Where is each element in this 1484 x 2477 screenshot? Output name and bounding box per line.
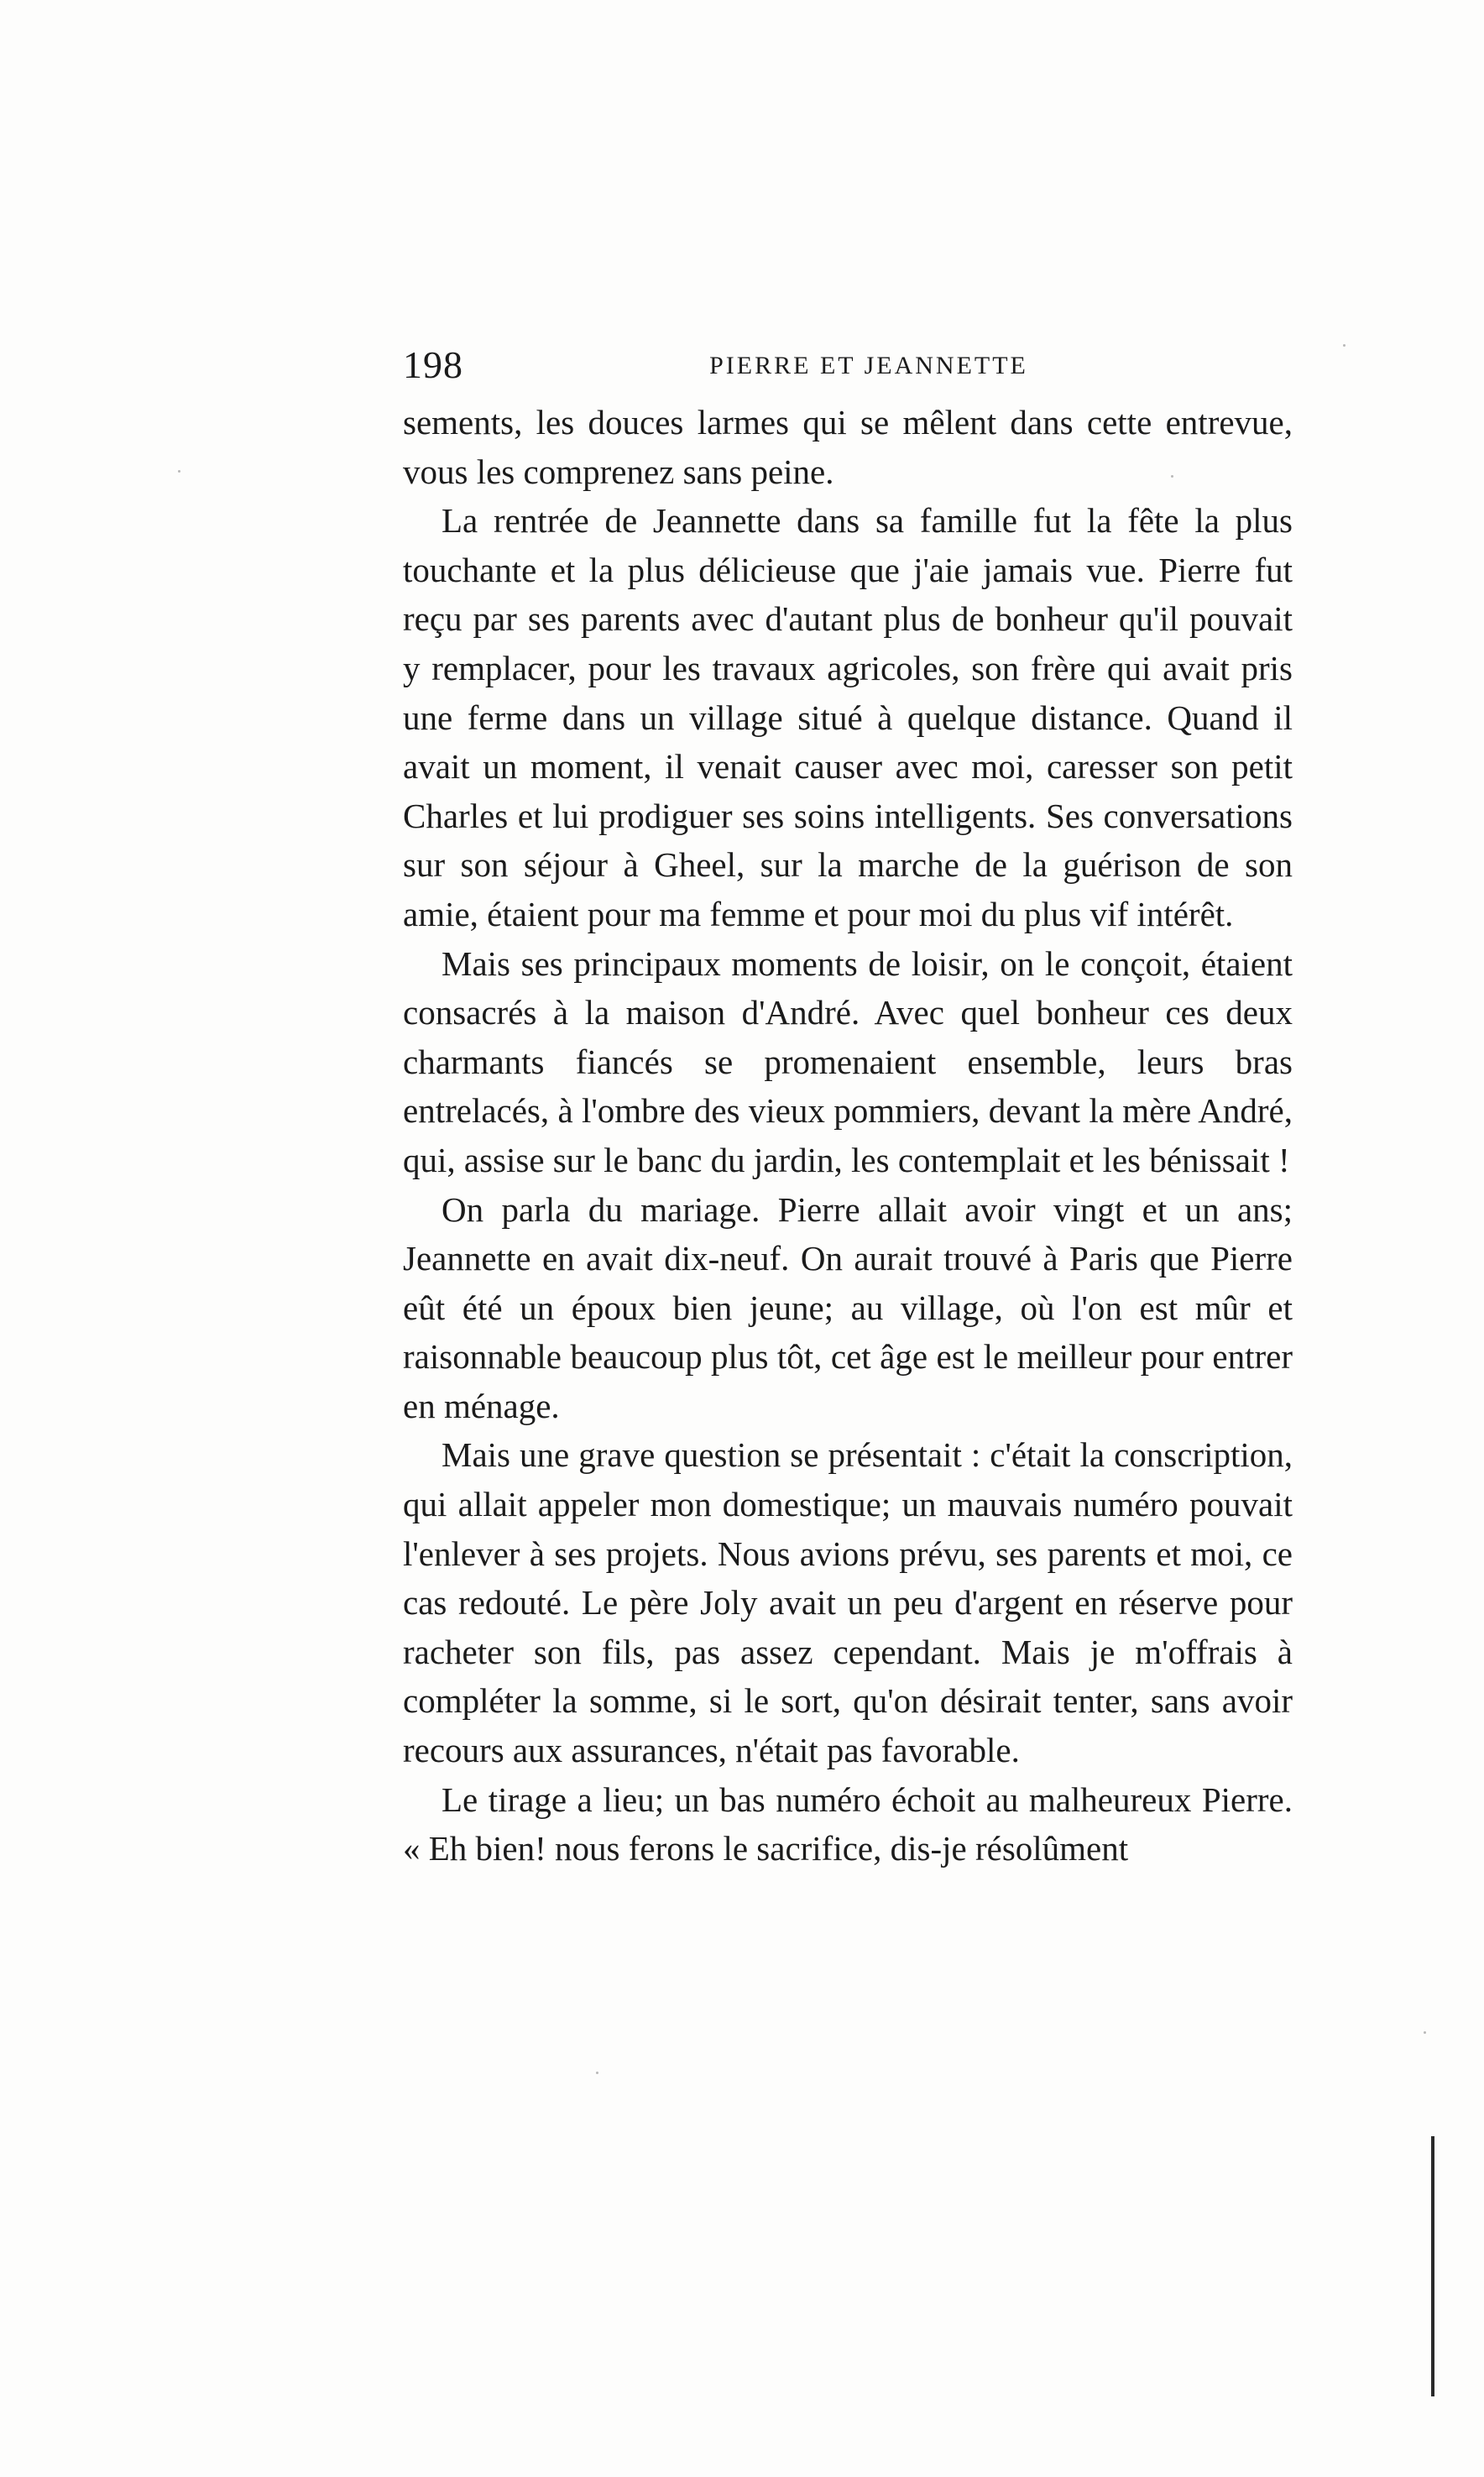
paper-speck [1171,475,1173,478]
paragraph-conscription: Mais une grave question se présentait : c'était la conscription, qui allait appeler mon domestique; un mauvais numéro pouvait l'enlever à ses projets. Nous avions prévu, ses parents et moi, ce cas redouté. Le père Joly avait un peu d'argent en réserve pour racheter son fils, pas assez cependant. Mais je m'offrais à compléter la somme, si le sort, qu'on désirait tenter, sans avoir recours aux assurances, n'était pas favorable. [403,1435,1293,1770]
paper-speck [1343,344,1346,347]
running-head [403,336,1293,395]
paragraph-continued: sements, les douces larmes qui se mêlent dans cette entrevue, vous les comprenez sans peine. [403,403,1293,491]
margin-scan-line [1431,2136,1434,2396]
page-number: 198 [403,343,463,386]
body-text [403,398,1293,1873]
paragraph-leisure-moments: Mais ses principaux moments de loisir, on le conçoit, étaient consacrés à la maison d'André. Avec quel bonheur ces deux charmants fiancés se promenaient ensemble, leurs bras entrelacés, à l'ombre des vieux pommiers, devant la mère André, qui, assise sur le banc du jardin, les contemplait et les bénissait ! [403,943,1293,1179]
paper-speck [178,470,180,473]
running-title: PIERRE ET JEANNETTE [709,352,1028,379]
paper-speck [596,2072,598,2074]
paragraph-draw: Le tirage a lieu; un bas numéro échoit au malheureux Pierre. « Eh bien! nous ferons le sacrifice, dis-je résolûment [403,1779,1293,1868]
paragraph-return-of-jeannette: La rentrée de Jeannette dans sa famille fut la fête la plus touchante et la plus délicieuse que j'aie jamais vue. Pierre fut reçu par ses parents avec d'autant plus de bonheur qu'il pouvait y remplacer, pour les travaux agricoles, son frère qui avait pris une ferme dans un village situé à quelque distance. Quand il avait un moment, il venait causer avec moi, caresser son petit Charles et lui prodiguer ses soins intelligents. Ses conversations sur son séjour à Gheel, sur la marche de la guérison de son amie, étaient pour ma femme et pour moi du plus vif intérêt. [403,501,1293,933]
paragraph-marriage: On parla du mariage. Pierre allait avoir vingt et un ans; Jeannette en avait dix-neuf. On aurait trouvé à Paris que Pierre eût été un époux bien jeune; au village, où l'on est mûr et raisonnable beaucoup plus tôt, cet âge est le meilleur pour entrer en ménage. [403,1189,1293,1425]
paper-speck [1424,2031,1426,2034]
